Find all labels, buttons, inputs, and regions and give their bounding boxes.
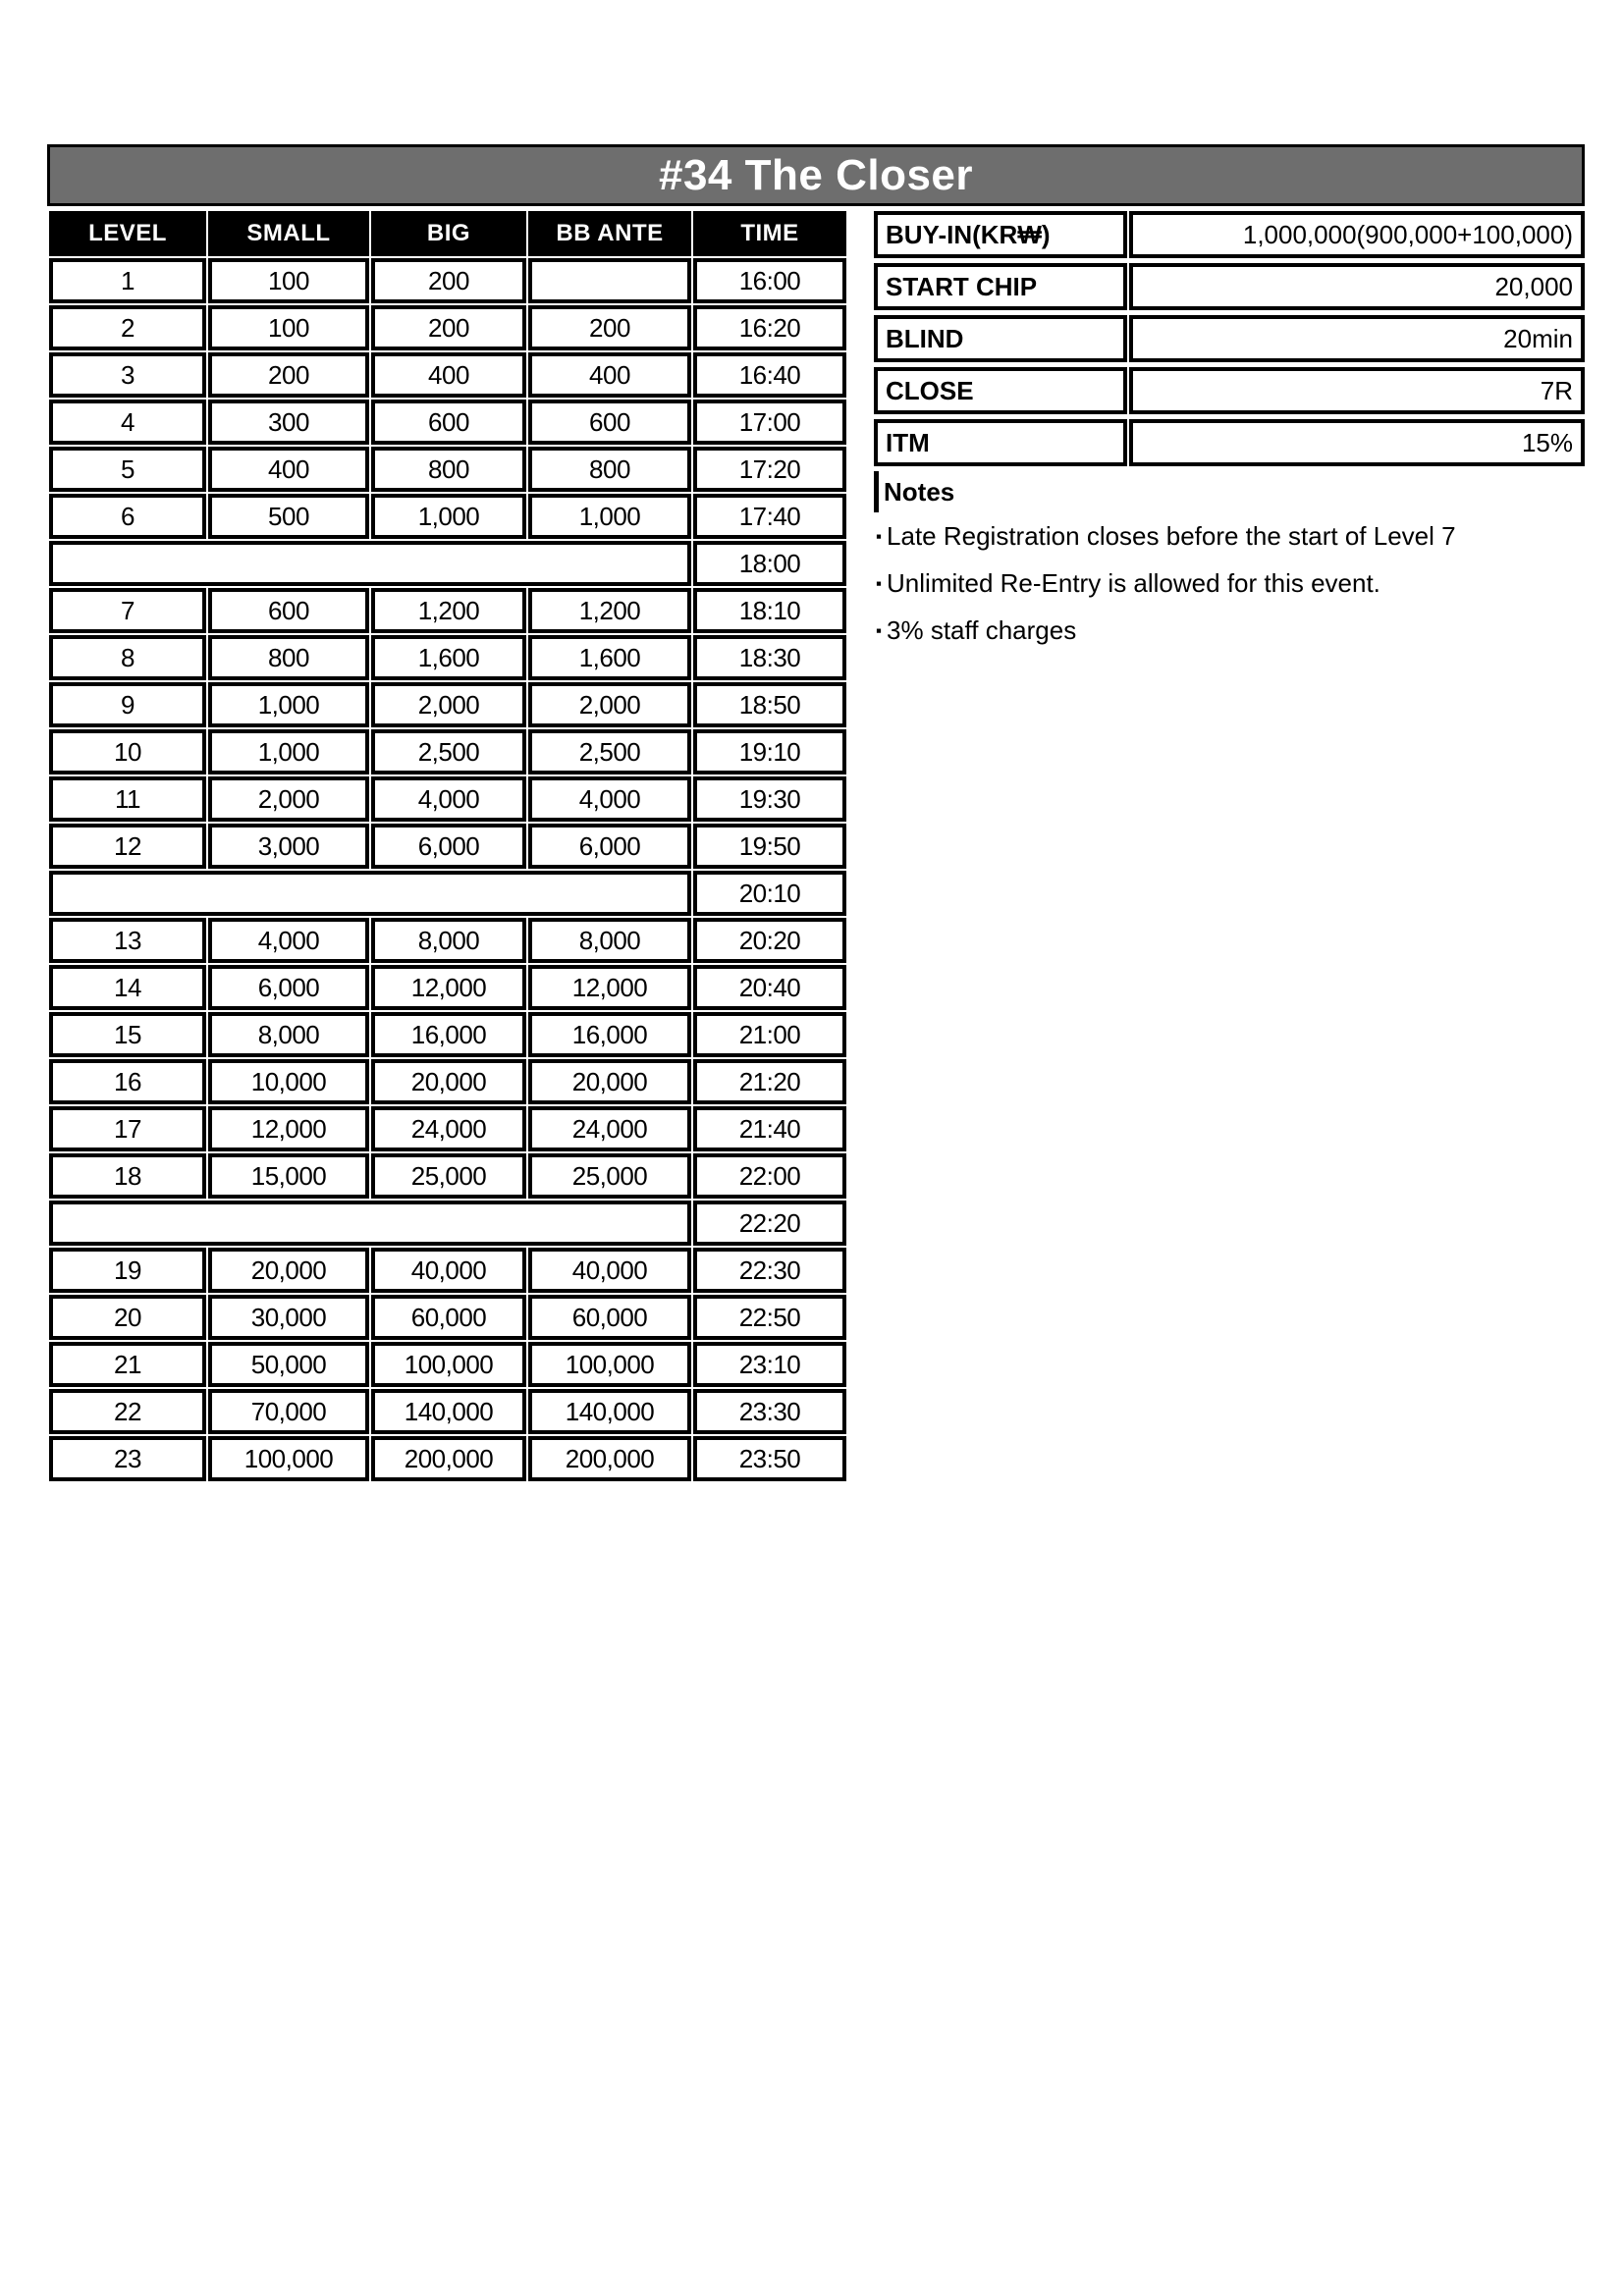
- time-cell: 16:20: [693, 305, 846, 350]
- small-cell: 500: [208, 494, 369, 539]
- level-row: [49, 1436, 846, 1481]
- big-cell: 600: [371, 400, 526, 445]
- big-cell: 6,000: [371, 824, 526, 869]
- time-cell: 16:00: [693, 258, 846, 303]
- big-cell: 25,000: [371, 1153, 526, 1199]
- notes-list: [874, 512, 1585, 654]
- bb-ante-cell: 1,600: [528, 635, 691, 680]
- level-cell: 1: [49, 258, 206, 303]
- bb-ante-cell: 6,000: [528, 824, 691, 869]
- note-line: [874, 560, 1585, 607]
- time-cell: 18:10: [693, 588, 846, 633]
- small-cell: 300: [208, 400, 369, 445]
- big-cell: 12,000: [371, 965, 526, 1010]
- level-row: [49, 682, 846, 727]
- level-cell: 4: [49, 400, 206, 445]
- time-cell: 18:50: [693, 682, 846, 727]
- time-cell: 23:30: [693, 1389, 846, 1434]
- level-cell: 13: [49, 918, 206, 963]
- break-row: [49, 1201, 846, 1246]
- small-cell: 20,000: [208, 1248, 369, 1293]
- note-text: 3% staff charges: [887, 614, 1077, 645]
- time-cell: 17:20: [693, 447, 846, 492]
- level-cell: 17: [49, 1106, 206, 1151]
- bb-ante-cell: 25,000: [528, 1153, 691, 1199]
- note-bullet: ▪: [876, 526, 883, 546]
- level-cell: 11: [49, 776, 206, 822]
- level-cell: 3: [49, 352, 206, 398]
- time-cell: 22:20: [693, 1201, 846, 1246]
- big-cell: 1,000: [371, 494, 526, 539]
- info-row: [874, 263, 1585, 310]
- level-row: [49, 1389, 846, 1434]
- level-row: [49, 494, 846, 539]
- level-row: [49, 729, 846, 774]
- bb-ante-cell: 4,000: [528, 776, 691, 822]
- bb-ante-cell: 24,000: [528, 1106, 691, 1151]
- time-cell: 17:00: [693, 400, 846, 445]
- title-bar: [47, 144, 1585, 206]
- level-row: [49, 352, 846, 398]
- header-cell-bb-ante: BB ANTE: [528, 211, 691, 256]
- small-cell: 1,000: [208, 682, 369, 727]
- tournament-sheet: [47, 144, 1585, 1483]
- bb-ante-cell: 800: [528, 447, 691, 492]
- sheet-content: [47, 209, 1585, 1483]
- page-title: #34 The Closer: [658, 150, 974, 199]
- info-label: CLOSE: [874, 367, 1127, 414]
- bb-ante-cell: 600: [528, 400, 691, 445]
- big-cell: 8,000: [371, 918, 526, 963]
- time-cell: 18:00: [693, 541, 846, 586]
- time-cell: 16:40: [693, 352, 846, 398]
- time-cell: 19:50: [693, 824, 846, 869]
- bb-ante-cell: [528, 258, 691, 303]
- small-cell: 3,000: [208, 824, 369, 869]
- level-row: [49, 305, 846, 350]
- level-cell: 12: [49, 824, 206, 869]
- info-value: 7R: [1129, 367, 1585, 414]
- break-row: [49, 541, 846, 586]
- time-cell: 23:10: [693, 1342, 846, 1387]
- small-cell: 600: [208, 588, 369, 633]
- level-cell: 9: [49, 682, 206, 727]
- bb-ante-cell: 60,000: [528, 1295, 691, 1340]
- level-cell: 21: [49, 1342, 206, 1387]
- small-cell: 4,000: [208, 918, 369, 963]
- time-cell: 21:20: [693, 1059, 846, 1104]
- note-bullet: ▪: [876, 573, 883, 593]
- bb-ante-cell: 100,000: [528, 1342, 691, 1387]
- small-cell: 100: [208, 258, 369, 303]
- big-cell: 2,000: [371, 682, 526, 727]
- level-row: [49, 776, 846, 822]
- bb-ante-cell: 1,200: [528, 588, 691, 633]
- small-cell: 30,000: [208, 1295, 369, 1340]
- level-cell: 2: [49, 305, 206, 350]
- big-cell: 20,000: [371, 1059, 526, 1104]
- level-row: [49, 1248, 846, 1293]
- break-label-cell: 10 minutes BREAK / Remove 100▪500 chips: [49, 871, 691, 916]
- level-row: [49, 1153, 846, 1199]
- small-cell: 70,000: [208, 1389, 369, 1434]
- header-cell-time: TIME: [693, 211, 846, 256]
- level-cell: 22: [49, 1389, 206, 1434]
- level-row: [49, 1012, 846, 1057]
- bb-ante-cell: 2,000: [528, 682, 691, 727]
- break-label-cell: 10 minutes BREAK: [49, 1201, 691, 1246]
- level-row: [49, 918, 846, 963]
- big-cell: 16,000: [371, 1012, 526, 1057]
- small-cell: 1,000: [208, 729, 369, 774]
- header-cell-big: BIG: [371, 211, 526, 256]
- bb-ante-cell: 2,500: [528, 729, 691, 774]
- break-row: [49, 871, 846, 916]
- small-cell: 400: [208, 447, 369, 492]
- small-cell: 50,000: [208, 1342, 369, 1387]
- info-label: BLIND: [874, 315, 1127, 362]
- small-cell: 6,000: [208, 965, 369, 1010]
- info-rows: [874, 211, 1585, 466]
- bb-ante-cell: 8,000: [528, 918, 691, 963]
- level-row: [49, 400, 846, 445]
- time-cell: 21:40: [693, 1106, 846, 1151]
- level-cell: 19: [49, 1248, 206, 1293]
- level-row: [49, 588, 846, 633]
- level-cell: 20: [49, 1295, 206, 1340]
- level-row: [49, 635, 846, 680]
- time-cell: 20:20: [693, 918, 846, 963]
- bb-ante-cell: 20,000: [528, 1059, 691, 1104]
- big-cell: 2,500: [371, 729, 526, 774]
- big-cell: 1,200: [371, 588, 526, 633]
- small-cell: 2,000: [208, 776, 369, 822]
- bb-ante-cell: 200,000: [528, 1436, 691, 1481]
- level-cell: 7: [49, 588, 206, 633]
- big-cell: 1,600: [371, 635, 526, 680]
- blind-table-body: [49, 258, 846, 1481]
- small-cell: 100: [208, 305, 369, 350]
- time-cell: 19:30: [693, 776, 846, 822]
- time-cell: 23:50: [693, 1436, 846, 1481]
- big-cell: 140,000: [371, 1389, 526, 1434]
- notes-title: Notes: [874, 471, 1585, 512]
- time-cell: 22:00: [693, 1153, 846, 1199]
- blind-structure-table: [47, 209, 848, 1483]
- level-row: [49, 1295, 846, 1340]
- time-cell: 21:00: [693, 1012, 846, 1057]
- big-cell: 400: [371, 352, 526, 398]
- info-value: 20min: [1129, 315, 1585, 362]
- big-cell: 800: [371, 447, 526, 492]
- info-value: 1,000,000(900,000+100,000): [1129, 211, 1585, 258]
- level-cell: 23: [49, 1436, 206, 1481]
- header-cell-level: LEVEL: [49, 211, 206, 256]
- bb-ante-cell: 200: [528, 305, 691, 350]
- small-cell: 100,000: [208, 1436, 369, 1481]
- note-line: [874, 607, 1585, 654]
- small-cell: 200: [208, 352, 369, 398]
- level-cell: 5: [49, 447, 206, 492]
- level-cell: 15: [49, 1012, 206, 1057]
- note-line: [874, 512, 1585, 560]
- header-cell-small: SMALL: [208, 211, 369, 256]
- level-row: [49, 447, 846, 492]
- bb-ante-cell: 16,000: [528, 1012, 691, 1057]
- bb-ante-cell: 12,000: [528, 965, 691, 1010]
- big-cell: 24,000: [371, 1106, 526, 1151]
- level-row: [49, 1059, 846, 1104]
- bb-ante-cell: 40,000: [528, 1248, 691, 1293]
- info-label: BUY-IN(KR₩): [874, 211, 1127, 258]
- info-row: [874, 419, 1585, 466]
- level-cell: 10: [49, 729, 206, 774]
- level-cell: 14: [49, 965, 206, 1010]
- level-cell: 8: [49, 635, 206, 680]
- time-cell: 17:40: [693, 494, 846, 539]
- info-row: [874, 367, 1585, 414]
- small-cell: 15,000: [208, 1153, 369, 1199]
- time-cell: 22:50: [693, 1295, 846, 1340]
- bb-ante-cell: 140,000: [528, 1389, 691, 1434]
- small-cell: 800: [208, 635, 369, 680]
- big-cell: 200,000: [371, 1436, 526, 1481]
- note-text: Unlimited Re-Entry is allowed for this event.: [887, 567, 1380, 598]
- small-cell: 12,000: [208, 1106, 369, 1151]
- info-panel: [874, 211, 1585, 654]
- level-row: [49, 258, 846, 303]
- level-row: [49, 965, 846, 1010]
- small-cell: 10,000: [208, 1059, 369, 1104]
- notes-section: [874, 471, 1585, 654]
- time-cell: 22:30: [693, 1248, 846, 1293]
- info-label: START CHIP: [874, 263, 1127, 310]
- level-cell: 6: [49, 494, 206, 539]
- header-row: [49, 211, 846, 256]
- big-cell: 40,000: [371, 1248, 526, 1293]
- time-cell: 18:30: [693, 635, 846, 680]
- big-cell: 4,000: [371, 776, 526, 822]
- level-cell: 16: [49, 1059, 206, 1104]
- bb-ante-cell: 1,000: [528, 494, 691, 539]
- level-row: [49, 824, 846, 869]
- info-value: 20,000: [1129, 263, 1585, 310]
- info-label: ITM: [874, 419, 1127, 466]
- big-cell: 200: [371, 305, 526, 350]
- time-cell: 20:40: [693, 965, 846, 1010]
- bb-ante-cell: 400: [528, 352, 691, 398]
- big-cell: 200: [371, 258, 526, 303]
- break-label-cell: 10 minutes BREAK/ Registration Close: [49, 541, 691, 586]
- time-cell: 20:10: [693, 871, 846, 916]
- time-cell: 19:10: [693, 729, 846, 774]
- info-row: [874, 211, 1585, 258]
- note-text: Late Registration closes before the start of Level 7: [887, 520, 1456, 551]
- level-cell: 18: [49, 1153, 206, 1199]
- info-row: [874, 315, 1585, 362]
- note-bullet: ▪: [876, 620, 883, 640]
- info-value: 15%: [1129, 419, 1585, 466]
- big-cell: 60,000: [371, 1295, 526, 1340]
- level-row: [49, 1342, 846, 1387]
- big-cell: 100,000: [371, 1342, 526, 1387]
- small-cell: 8,000: [208, 1012, 369, 1057]
- level-row: [49, 1106, 846, 1151]
